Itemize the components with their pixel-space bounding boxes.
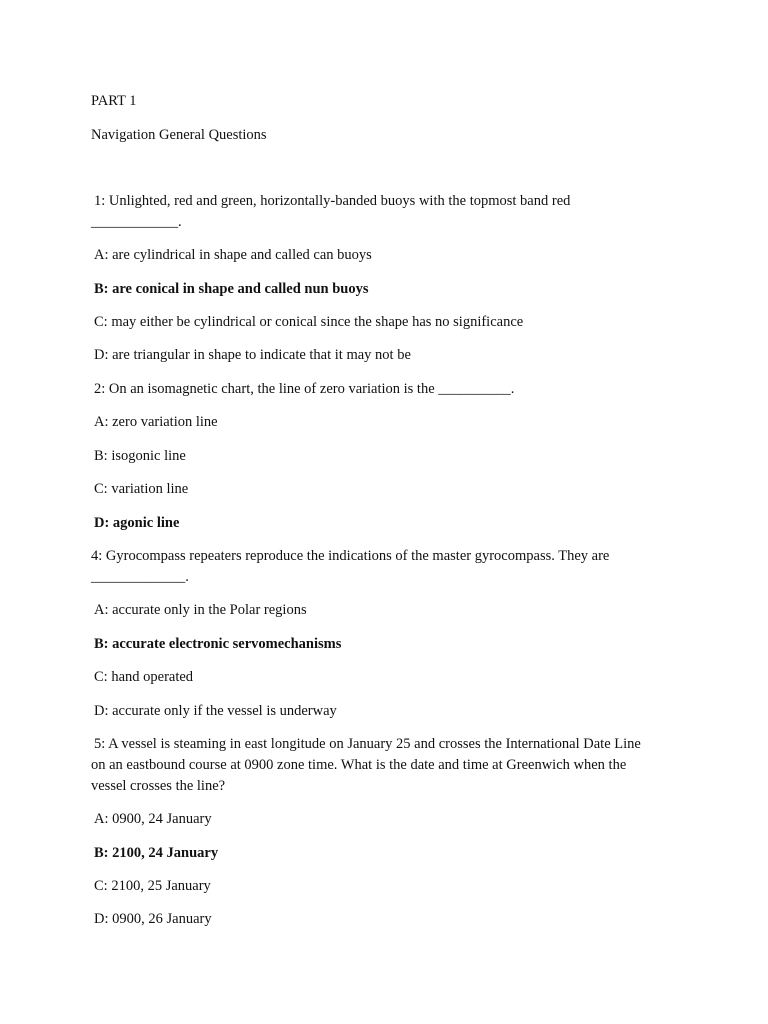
question-5-option-b-answer: B: 2100, 24 January bbox=[94, 845, 219, 861]
question-1-option-c: C: may either be cylindrical or conical since the shape has no significance bbox=[94, 314, 524, 330]
question-1-blank: ____________. bbox=[91, 214, 182, 230]
question-5-option-c: C: 2100, 25 January bbox=[94, 878, 211, 894]
question-2-option-a: A: zero variation line bbox=[94, 414, 218, 430]
question-1-option-a: A: are cylindrical in shape and called can buoys bbox=[94, 247, 372, 263]
question-4-option-d: D: accurate only if the vessel is underway bbox=[94, 703, 337, 719]
question-5-option-d: D: 0900, 26 January bbox=[94, 911, 212, 927]
question-1-option-d: D: are triangular in shape to indicate that it may not be bbox=[94, 347, 411, 363]
question-5-text-line-2: on an eastbound course at 0900 zone time. What is the date and time at Greenwich when the bbox=[91, 757, 627, 773]
question-5-text-line-3: vessel crosses the line? bbox=[91, 778, 226, 794]
question-1-option-b-answer: B: are conical in shape and called nun buoys bbox=[94, 281, 369, 297]
question-5-text: 5: A vessel is steaming in east longitude on January 25 and crosses the International Date Line bbox=[94, 736, 641, 752]
question-2-option-c: C: variation line bbox=[94, 481, 189, 497]
question-4-blank: _____________. bbox=[91, 569, 189, 585]
question-2-text: 2: On an isomagnetic chart, the line of zero variation is the __________. bbox=[94, 381, 515, 397]
question-5-option-a: A: 0900, 24 January bbox=[94, 811, 212, 827]
question-4-option-b-answer: B: accurate electronic servomechanisms bbox=[94, 636, 342, 652]
question-4-option-a: A: accurate only in the Polar regions bbox=[94, 602, 307, 618]
question-2-option-d-answer: D: agonic line bbox=[94, 515, 180, 531]
section-title: Navigation General Questions bbox=[91, 127, 267, 143]
question-4-text: 4: Gyrocompass repeaters reproduce the indications of the master gyrocompass. They are bbox=[91, 548, 610, 564]
question-1-text: 1: Unlighted, red and green, horizontally-banded buoys with the topmost band red bbox=[94, 193, 571, 209]
question-4-option-c: C: hand operated bbox=[94, 669, 194, 685]
part-heading: PART 1 bbox=[91, 93, 137, 109]
question-2-option-b: B: isogonic line bbox=[94, 448, 186, 464]
